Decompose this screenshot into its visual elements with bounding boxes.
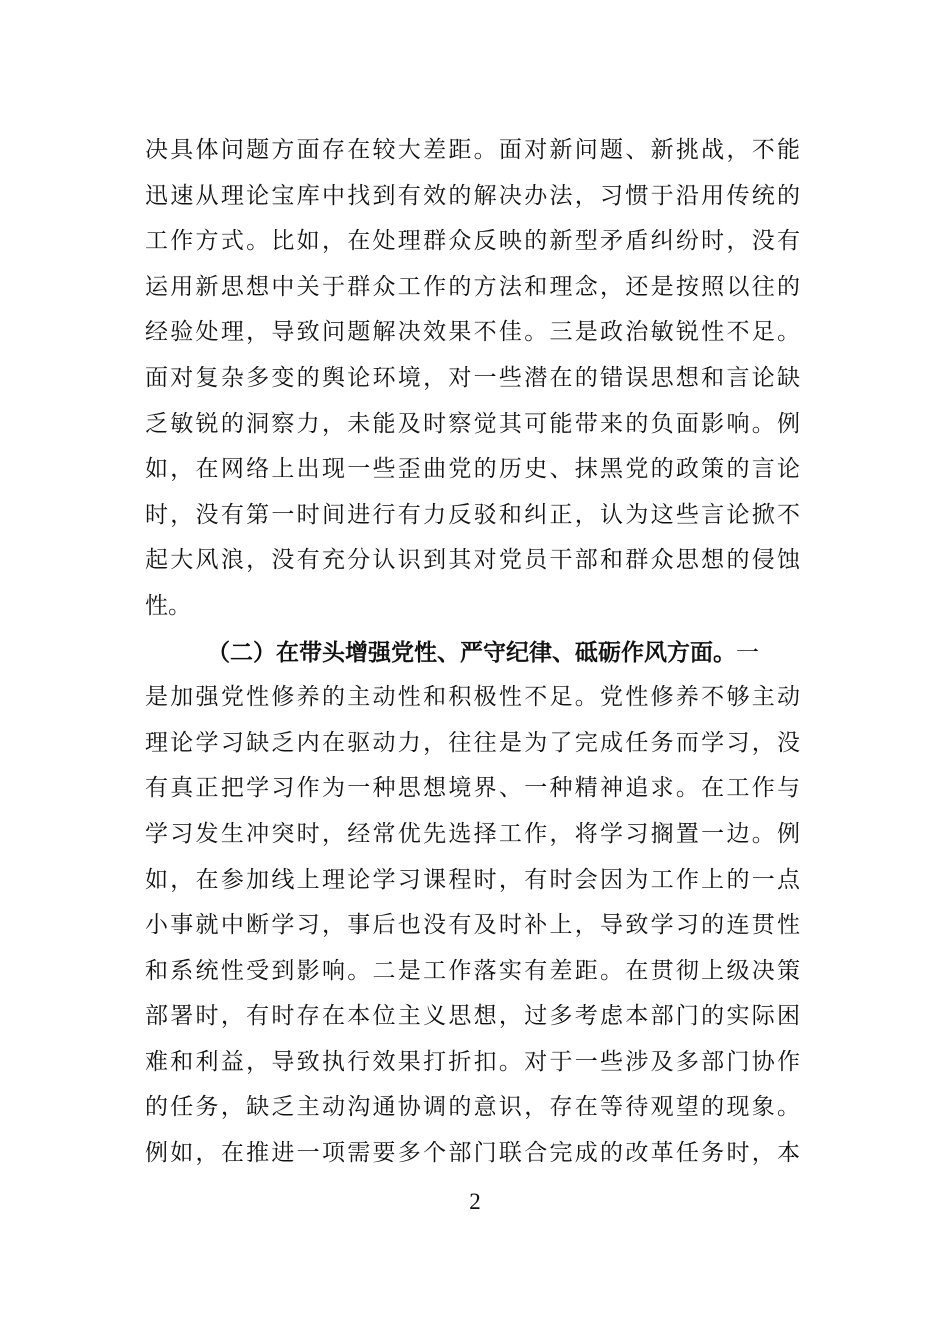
text-line: 工作方式。比如，在处理群众反映的新型矛盾纠纷时，没有	[145, 228, 800, 255]
text-line: 有真正把学习作为一种思想境界、一种精神追求。在工作与	[145, 775, 800, 802]
page-number: 2	[469, 1189, 481, 1214]
text-line: 的任务，缺乏主动沟通协调的意识，存在等待观望的现象。	[145, 1094, 800, 1121]
text-line: 和系统性受到影响。二是工作落实有差距。在贯彻上级决策	[145, 957, 800, 984]
text-line: 小事就中断学习，事后也没有及时补上，导致学习的连贯性	[145, 912, 800, 939]
text-line: 起大风浪，没有充分认识到其对党员干部和群众思想的侵蚀	[145, 547, 800, 574]
text-line: 理论学习缺乏内在驱动力，往往是为了完成任务而学习，没	[145, 729, 800, 756]
text-line: 迅速从理论宝库中找到有效的解决办法，习惯于沿用传统的	[145, 182, 800, 209]
text-line: 乏敏锐的洞察力，未能及时察觉其可能带来的负面影响。例	[145, 410, 800, 437]
text-line: 运用新思想中关于群众工作的方法和理念，还是按照以往的	[145, 273, 800, 300]
text-line: 难和利益，导致执行效果打折扣。对于一些涉及多部门协作	[145, 1048, 800, 1075]
body-text	[145, 128, 815, 1177]
text-line: 是加强党性修养的主动性和积极性不足。党性修养不够主动	[145, 684, 800, 711]
text-line: 性。	[145, 592, 191, 619]
heading-continuation: 一	[736, 639, 759, 666]
text-line: 例如，在推进一项需要多个部门联合完成的改革任务时，本	[145, 1140, 800, 1167]
text-line: 部署时，有时存在本位主义思想，过多考虑本部门的实际困	[145, 1003, 800, 1030]
text-line: 如，在参加线上理论学习课程时，有时会因为工作上的一点	[145, 866, 800, 893]
section-heading: （二）在带头增强党性、严守纪律、砥砺作风方面。	[207, 638, 736, 666]
text-line: 面对复杂多变的舆论环境，对一些潜在的错误思想和言论缺	[145, 364, 800, 391]
text-line: 如，在网络上出现一些歪曲党的历史、抹黑党的政策的言论	[145, 456, 800, 483]
text-line: 经验处理，导致问题解决效果不佳。三是政治敏锐性不足。	[145, 319, 800, 346]
text-line: 决具体问题方面存在较大差距。面对新问题、新挑战，不能	[145, 137, 800, 163]
text-line: 学习发生冲突时，经常优先选择工作，将学习搁置一边。例	[145, 820, 800, 847]
section-heading-line	[145, 630, 800, 676]
text-line: 时，没有第一时间进行有力反驳和纠正，认为这些言论掀不	[145, 501, 800, 528]
